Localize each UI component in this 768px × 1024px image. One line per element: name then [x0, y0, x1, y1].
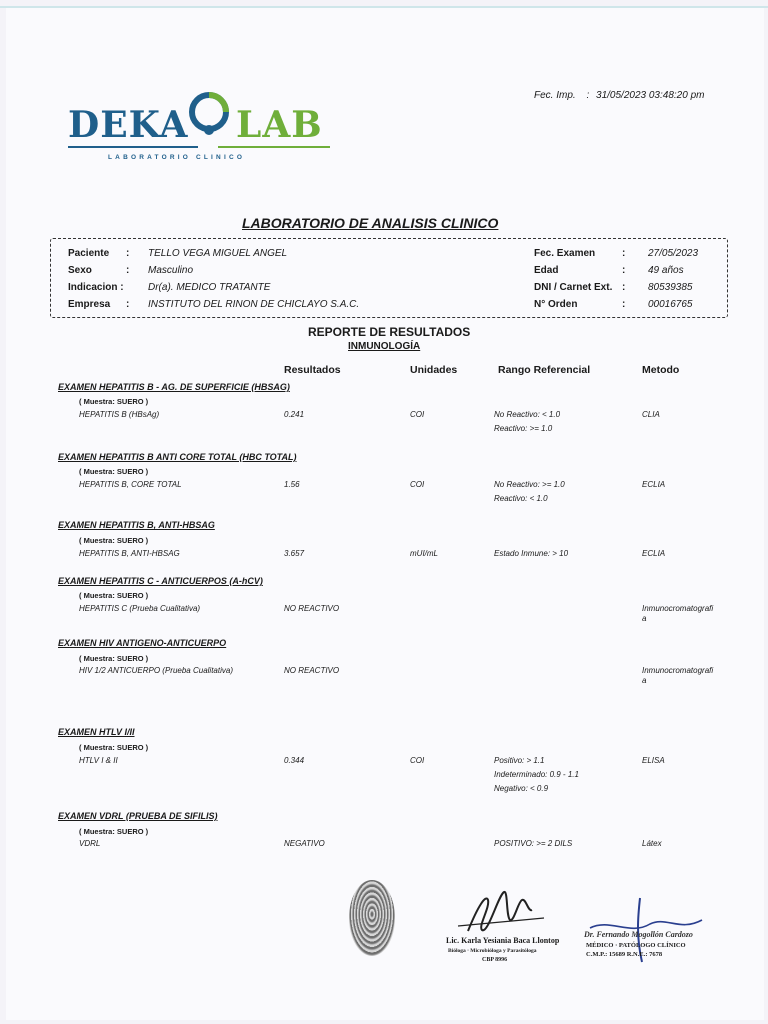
muestra-label: ( Muestra: SUERO ) [79, 827, 149, 836]
stamp-right-name: Dr. Fernando Mogollón Cardozo [584, 930, 693, 939]
stamp-left-title: Bióloga · Microbióloga y Parasitóloga [448, 948, 537, 954]
dekalab-logo [68, 90, 338, 160]
orden-label: N° Orden [534, 299, 578, 310]
test-unit: COI [410, 480, 425, 489]
edad-label: Edad [534, 265, 559, 276]
test-result: 0.344 [284, 756, 305, 765]
test-method: a [642, 614, 647, 623]
colon: : [622, 248, 626, 259]
colon: : [622, 265, 626, 276]
stamp-left-code: CBP 8996 [482, 957, 508, 963]
exam-header: EXAMEN HEPATITIS C - ANTICUERPOS (A-hCV) [58, 576, 263, 586]
col-resultados: Resultados [284, 364, 341, 376]
exam-header: EXAMEN HEPATITIS B - AG. DE SUPERFICIE (HBSAG) [58, 382, 290, 392]
exam-header: EXAMEN HEPATITIS B ANTI CORE TOTAL (HBC TOTAL) [58, 452, 297, 462]
sexo-label: Sexo [68, 265, 92, 276]
indicacion-label: Indicacion : [68, 282, 124, 293]
range-line: Estado Inmune: > 10 [494, 549, 569, 558]
test-name: HEPATITIS B (HBsAg) [79, 410, 160, 419]
colon: : [126, 248, 130, 259]
test-name: HIV 1/2 ANTICUERPO (Prueba Cualitativa) [79, 666, 233, 675]
test-result: 0.241 [284, 410, 305, 419]
muestra-label: ( Muestra: SUERO ) [79, 397, 149, 406]
logo-lab-text: LAB [236, 104, 323, 146]
test-method: ECLIA [642, 480, 666, 489]
print-date [534, 90, 704, 101]
test-name: HEPATITIS C (Prueba Cualitativa) [79, 604, 201, 613]
test-name: HTLV I & II [79, 756, 118, 765]
test-unit: COI [410, 410, 425, 419]
signature-scribble-left [448, 886, 558, 938]
flask-icon [186, 90, 232, 142]
test-unit: COI [410, 756, 425, 765]
range-line: POSITIVO: >= 2 DILS [494, 839, 573, 848]
range-line: Reactivo: >= 1.0 [494, 424, 553, 433]
test-method: CLIA [642, 410, 660, 419]
stamp-right-code: C.M.P.: 15689 R.N.E.: 7678 [586, 951, 663, 958]
muestra-label: ( Muestra: SUERO ) [79, 536, 149, 545]
test-name: HEPATITIS B, ANTI-HBSAG [79, 549, 180, 558]
test-result: NO REACTIVO [284, 604, 340, 613]
test-method: a [642, 676, 647, 685]
colon: : [622, 299, 626, 310]
test-method: Inmunocromatografi [642, 604, 714, 613]
test-result: 3.657 [284, 549, 305, 558]
paciente-value: TELLO VEGA MIGUEL ANGEL [148, 248, 288, 259]
print-date-label: Fec. Imp. [534, 90, 576, 101]
test-method: Látex [642, 839, 662, 848]
fec-examen-value: 27/05/2023 [648, 248, 699, 259]
muestra-label: ( Muestra: SUERO ) [79, 654, 149, 663]
stamp-right-title: MÉDICO · PATÓLOGO CLÍNICO [586, 942, 686, 949]
page-title: LABORATORIO DE ANALISIS CLINICO [242, 215, 499, 231]
exam-header: EXAMEN HIV ANTIGENO-ANTICUERPO [58, 638, 227, 648]
orden-value: 00016765 [648, 299, 693, 310]
print-date-value: 31/05/2023 03:48:20 pm [596, 90, 705, 101]
col-metodo: Metodo [642, 364, 680, 376]
edad-value: 49 años [648, 265, 684, 276]
report-title: REPORTE DE RESULTADOS [308, 325, 471, 339]
colon: : [126, 265, 130, 276]
test-method: Inmunocromatografi [642, 666, 714, 675]
empresa-value: INSTITUTO DEL RINON DE CHICLAYO S.A.C. [148, 299, 360, 310]
sexo-value: Masculino [148, 265, 194, 276]
range-line: Indeterminado: 0.9 - 1.1 [494, 770, 579, 779]
paciente-label: Paciente [68, 248, 110, 259]
exam-header: EXAMEN HEPATITIS B, ANTI-HBSAG [58, 520, 215, 530]
test-unit: mUI/mL [410, 549, 438, 558]
test-result: 1.56 [284, 480, 300, 489]
range-line: Negativo: < 0.9 [494, 784, 549, 793]
range-line: No Reactivo: >= 1.0 [494, 480, 565, 489]
exam-header: EXAMEN HTLV I/II [58, 727, 135, 737]
fec-examen-label: Fec. Examen [534, 248, 596, 259]
exam-header: EXAMEN VDRL (PRUEBA DE SIFILIS) [58, 811, 218, 821]
dni-label: DNI / Carnet Ext. [534, 282, 613, 293]
test-result: NO REACTIVO [284, 666, 340, 675]
fingerprint [349, 880, 395, 956]
test-result: NEGATIVO [284, 839, 325, 848]
logo-subtitle: LABORATORIO CLINICO [108, 154, 246, 161]
section-title: INMUNOLOGÍA [348, 341, 421, 352]
col-rango: Rango Referencial [498, 364, 591, 376]
empresa-label: Empresa [68, 299, 111, 310]
muestra-label: ( Muestra: SUERO ) [79, 467, 149, 476]
muestra-label: ( Muestra: SUERO ) [79, 743, 149, 752]
muestra-label: ( Muestra: SUERO ) [79, 591, 149, 600]
print-date-sep: : [586, 90, 590, 101]
test-method: ECLIA [642, 549, 666, 558]
col-unidades: Unidades [410, 364, 458, 376]
test-name: VDRL [79, 839, 101, 848]
logo-rule-green [218, 146, 330, 148]
range-line: Positivo: > 1.1 [494, 756, 545, 765]
colon: : [126, 299, 130, 310]
test-method: ELISA [642, 756, 665, 765]
range-line: No Reactivo: < 1.0 [494, 410, 561, 419]
test-name: HEPATITIS B, CORE TOTAL [79, 480, 182, 489]
stamp-left-name: Lic. Karla Yesiania Baca Llontop [446, 936, 560, 945]
indicacion-value: Dr(a). MEDICO TRATANTE [148, 282, 271, 293]
colon: : [622, 282, 626, 293]
dni-value: 80539385 [648, 282, 693, 293]
range-line: Reactivo: < 1.0 [494, 494, 548, 503]
logo-deka-text: DEKA [68, 104, 189, 146]
logo-rule-blue [68, 146, 198, 148]
